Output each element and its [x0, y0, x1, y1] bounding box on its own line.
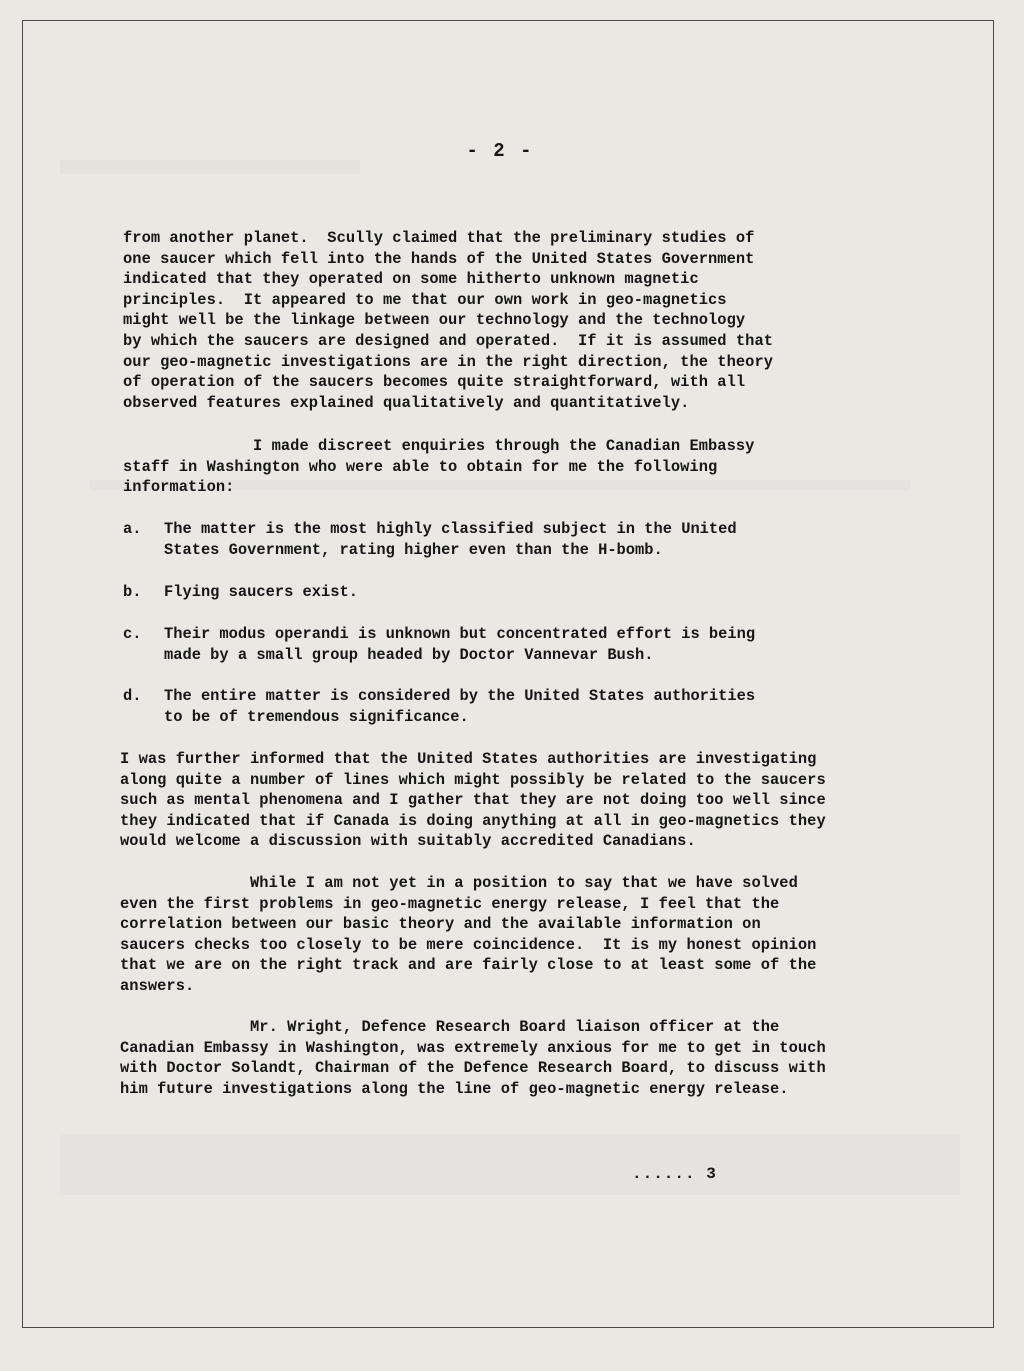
- page-number: - 2 -: [466, 140, 534, 162]
- bleed-through-shadow: [60, 160, 360, 174]
- paragraph-2: I made discreet enquiries through the Canadian Embassy staff in Washington who were able to obtain for me the following information:: [123, 437, 755, 497]
- bleed-through-shadow: [60, 1135, 960, 1195]
- paragraph-4: While I am not yet in a position to say that we have solved even the first problems in geo-magnetic energy release, I feel that the correlation between our basic theory and the available information on saucers checks too closely to be mere coincidence. It is my honest opinion that we are on the right track and are fairly close to at least some of the answers.: [120, 874, 817, 995]
- list-item-text: Flying saucers exist.: [164, 583, 358, 601]
- page-border: [22, 20, 994, 1328]
- continuation-marker: ...... 3: [632, 1165, 717, 1183]
- list-item-text: The entire matter is considered by the United States authorities to be of tremendous significance.: [164, 687, 756, 726]
- list-item-text: The matter is the most highly classified subject in the United States Government, rating higher even than the H-bomb.: [164, 520, 737, 559]
- list-item-marker: a.: [123, 520, 142, 538]
- list-item-marker: b.: [123, 583, 142, 601]
- list-item-marker: d.: [123, 687, 142, 705]
- list-item-text: Their modus operandi is unknown but concentrated effort is being made by a small group headed by Doctor Vannevar Bush.: [164, 625, 756, 664]
- paragraph-5: Mr. Wright, Defence Research Board liaison officer at the Canadian Embassy in Washington, was extremely anxious for me to get in touch with Doctor Solandt, Chairman of the Defence Research Board, to discuss with him future investigations along the line of geo-magnetic energy release.: [120, 1018, 826, 1098]
- paragraph-1: from another planet. Scully claimed that the preliminary studies of one saucer which fell into the hands of the United States Government indicated that they operated on some hitherto unknown magnetic principles. It appeared to me that our own work in geo-magnetics might well be the linkage between our technology and the technology by which the saucers are designed and operated. If it is assumed that our geo-magnetic investigations are in the right direction, the theory of operation of the saucers becomes quite straightforward, with all observed features explained qualitatively and quantitatively.: [123, 229, 774, 412]
- paragraph-3: I was further informed that the United States authorities are investigating along quite a number of lines which might possibly be related to the saucers such as mental phenomena and I gather that they are not doing too well since they indicated that if Canada is doing anything at all in geo-magnetics they would welcome a discussion with suitably accredited Canadians.: [120, 750, 826, 851]
- list-item-marker: c.: [123, 625, 142, 643]
